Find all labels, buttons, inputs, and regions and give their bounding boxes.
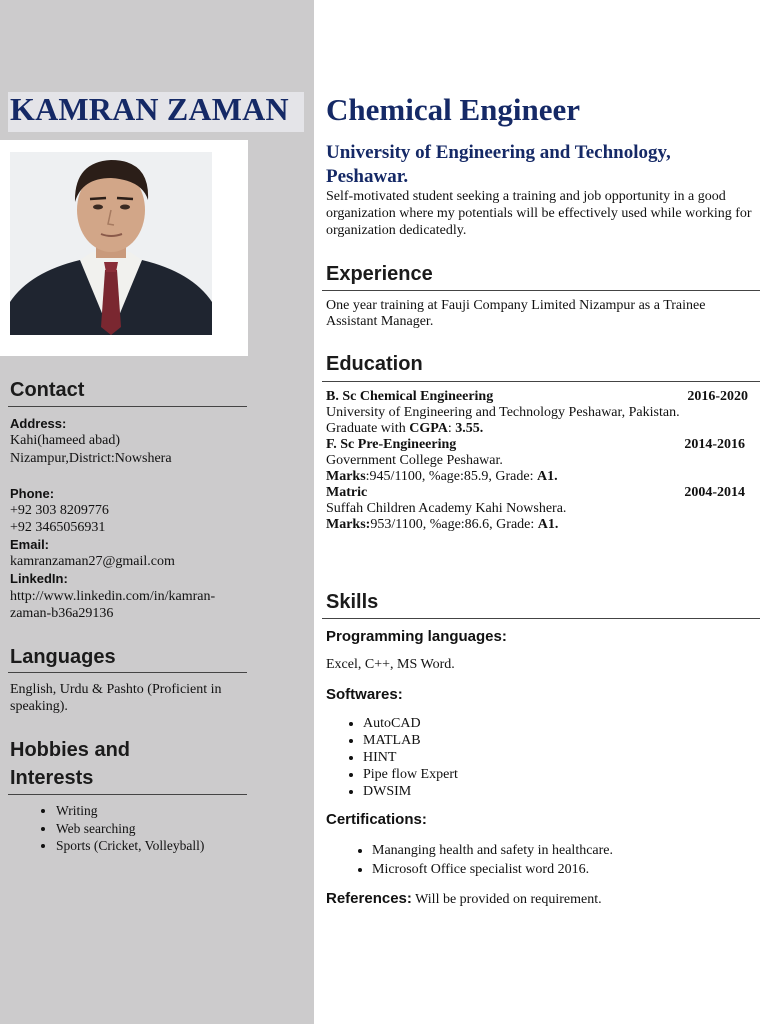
phone-1: +92 303 8209776 (10, 503, 109, 518)
degree-years: 2014-2016 (684, 437, 745, 452)
education-divider (322, 381, 760, 382)
languages-divider (8, 672, 247, 673)
certifications-list (326, 841, 613, 879)
references-label: References: (326, 890, 412, 907)
education-entry-matric (326, 485, 760, 532)
phone-label: Phone: (10, 486, 55, 501)
list-item: • Sports (Cricket, Volleyball) (56, 837, 204, 855)
references-text: Will be provided on requirement. (415, 892, 602, 907)
hobbies-heading-line-1: Hobbies and (10, 739, 131, 761)
address-line-1: Kahi(hameed abad) (10, 433, 120, 448)
institution-name: Suffah Children Academy Kahi Nowshera. (326, 500, 567, 516)
hobbies-divider (8, 794, 247, 795)
degree-years: 2004-2014 (684, 485, 745, 500)
degree-name: B. Sc Chemical Engineering (326, 389, 494, 404)
hobbies-heading-line-2: Interests (10, 767, 94, 789)
list-item: • Mananging health and safety in healthcare. (372, 841, 613, 860)
email-address: kamranzaman27@gmail.com (10, 554, 175, 569)
institution-name: Government College Peshawar. (326, 452, 503, 468)
objective-text: Self-motivated student seeking a training and job opportunity in a good organization where my potentials will be effectively used while working for organization dedicatedly. (326, 189, 752, 238)
job-title: Chemical Engineer (326, 92, 580, 127)
list-item: • MATLAB (363, 732, 458, 749)
profile-photo-frame (0, 140, 248, 356)
degree-result: Graduate with CGPA: 3.55. (326, 420, 484, 436)
degree-name: F. Sc Pre-Engineering (326, 437, 457, 452)
references (326, 890, 602, 908)
list-item: • DWSIM (363, 783, 458, 800)
languages-text: English, Urdu & Pashto (Proficient in speaking). (10, 682, 222, 714)
certifications-heading: Certifications: (326, 811, 427, 828)
education-heading: Education (326, 353, 423, 375)
degree-result: Marks:953/1100, %age:86.6, Grade: A1. (326, 516, 559, 532)
skills-heading: Skills (326, 591, 379, 613)
education-entry-fsc (326, 437, 760, 484)
programming-text: Excel, C++, MS Word. (326, 657, 455, 672)
phone-2: +92 3465056931 (10, 520, 106, 535)
degree-years: 2016-2020 (687, 389, 748, 404)
experience-divider (322, 290, 760, 291)
hobbies-list (10, 802, 204, 855)
languages-heading: Languages (10, 646, 116, 668)
address-label: Address: (10, 416, 67, 431)
linkedin-url-line-2: zaman-b36a29136 (10, 606, 114, 621)
experience-heading: Experience (326, 263, 433, 285)
contact-heading: Contact (10, 379, 85, 401)
degree-name: Matric (326, 485, 368, 500)
list-item: • Pipe flow Expert (363, 766, 458, 783)
list-item: • Writing (56, 802, 204, 820)
linkedin-url-line-1: http://www.linkedin.com/in/kamran- (10, 589, 216, 604)
email-label: Email: (10, 537, 50, 552)
candidate-name: KAMRAN ZAMAN (10, 91, 289, 127)
experience-text: One year training at Fauji Company Limited Nizampur as a Trainee Assistant Manager. (326, 298, 706, 329)
education-entry-bsc (326, 389, 760, 436)
list-item: • Web searching (56, 820, 204, 838)
list-item: • HINT (363, 749, 458, 766)
linkedin-label: LinkedIn: (10, 571, 68, 586)
programming-heading: Programming languages: (326, 628, 507, 645)
skills-divider (322, 618, 760, 619)
degree-result: Marks:945/1100, %age:85.9, Grade: A1. (326, 468, 558, 484)
list-item: • Microsoft Office specialist word 2016. (372, 860, 613, 879)
institution-name: University of Engineering and Technology Peshawar, Pakistan. (326, 404, 680, 420)
contact-divider (8, 406, 247, 407)
softwares-heading: Softwares: (326, 686, 403, 703)
portrait-image (10, 152, 212, 335)
softwares-list (326, 715, 458, 800)
university-name: University of Engineering and Technology, Peshawar. (326, 142, 671, 187)
list-item: • AutoCAD (363, 715, 458, 732)
profile-photo (10, 152, 212, 335)
address-line-2: Nizampur,District:Nowshera (10, 451, 172, 466)
